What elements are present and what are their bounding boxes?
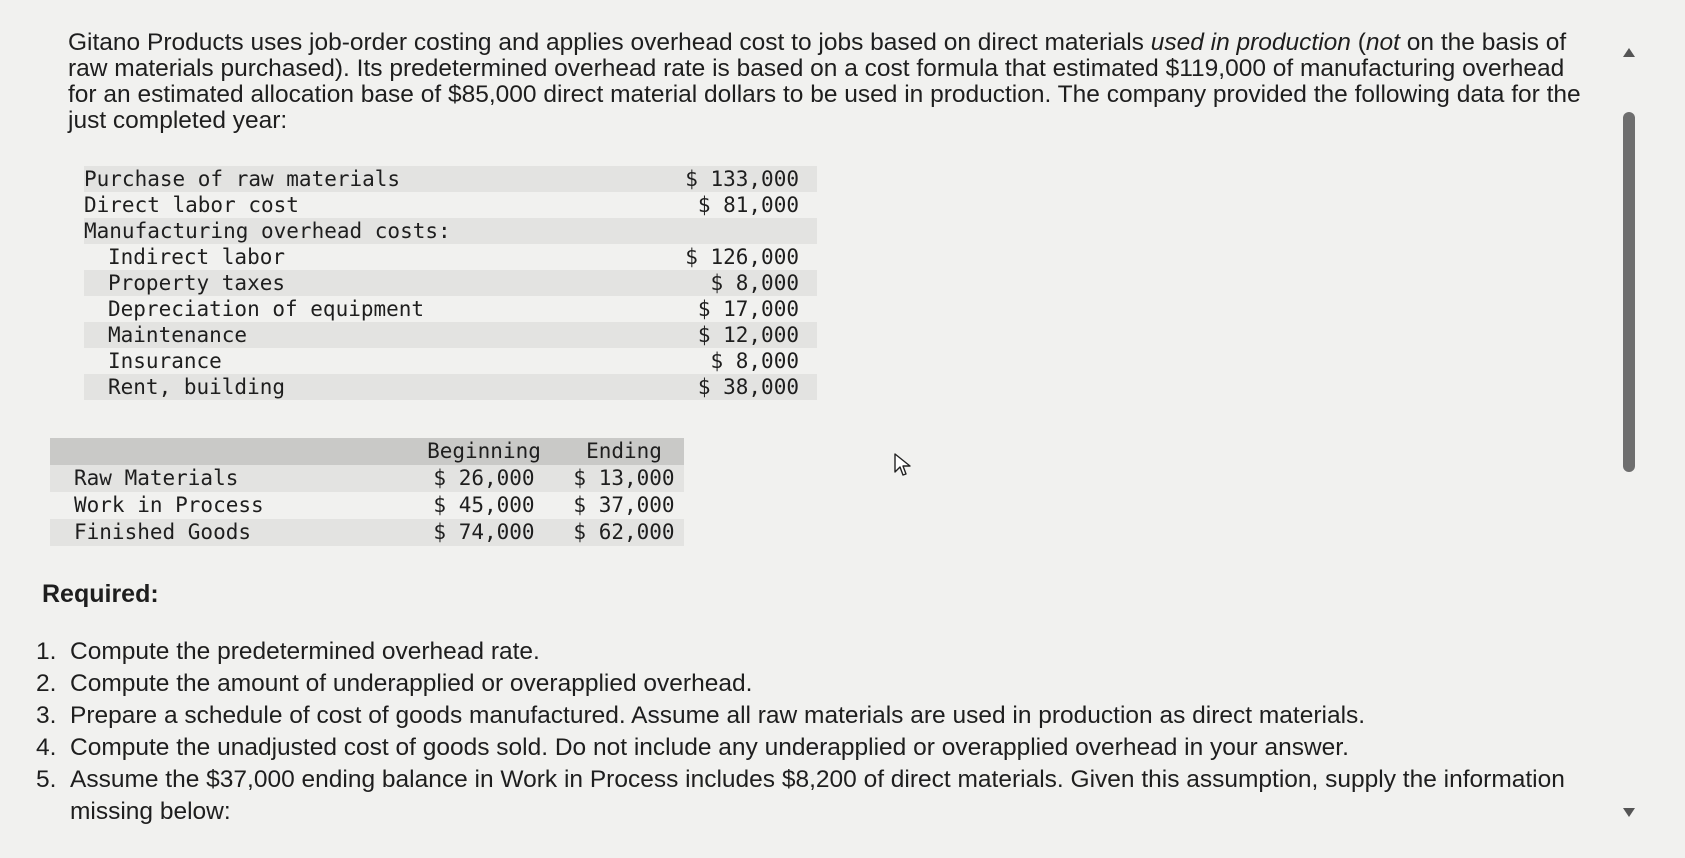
item-text: Compute the amount of underapplied or overapplied overhead.	[70, 670, 753, 697]
cost-amount: $ 8,000	[710, 349, 799, 373]
cost-label: Rent, building	[84, 374, 684, 400]
scrollbar-thumb[interactable]	[1623, 112, 1635, 472]
cost-amount: $ 8,000	[684, 270, 817, 296]
triangle-down-icon[interactable]	[1623, 808, 1635, 817]
inventory-ending: $ 37,000	[573, 493, 675, 517]
triangle-up-icon[interactable]	[1623, 48, 1635, 57]
table-row	[50, 492, 684, 519]
cost-amount: $ 133,000	[684, 166, 817, 192]
intro-text-italic-1: used in production	[1150, 29, 1351, 56]
cost-data-table	[84, 166, 817, 400]
item-text: Compute the predetermined overhead rate.	[70, 638, 540, 665]
table-row	[84, 296, 817, 322]
item-number: 3.	[36, 702, 57, 729]
cost-label: Purchase of raw materials	[84, 166, 684, 192]
item-number: 2.	[36, 670, 57, 697]
mouse-pointer-icon	[893, 452, 913, 483]
inventory-name: Finished Goods	[50, 519, 404, 546]
list-item	[36, 764, 1616, 828]
cost-amount: $ 38,000	[684, 374, 817, 400]
required-heading: Required:	[42, 580, 159, 608]
list-item	[36, 732, 1616, 764]
inventory-ending: $ 13,000	[564, 465, 684, 492]
table-row	[84, 244, 817, 270]
cost-label: Direct labor cost	[84, 193, 299, 217]
requirements-list	[36, 636, 1616, 828]
cost-label: Maintenance	[84, 322, 684, 348]
vertical-scrollbar[interactable]	[1615, 40, 1645, 830]
inventory-beginning: $ 26,000	[404, 465, 564, 492]
list-item	[36, 636, 1616, 668]
cost-amount: $ 17,000	[697, 297, 799, 321]
inventory-table	[50, 438, 684, 546]
item-text: Assume the $37,000 ending balance in Work in Process includes $8,200 of direct materials. Given this assumption, supply the information missing below:	[70, 766, 1565, 825]
table-row	[84, 270, 817, 296]
item-number: 5.	[36, 766, 57, 793]
intro-text-1: Gitano Products uses job-order costing and applies overhead cost to jobs based on direct materials	[68, 29, 1151, 56]
cost-amount	[684, 218, 817, 244]
cost-amount: $ 126,000	[685, 245, 799, 269]
inventory-ending: $ 62,000	[564, 519, 684, 546]
inventory-name: Work in Process	[74, 493, 264, 517]
problem-intro	[68, 30, 1588, 134]
list-item	[36, 668, 1616, 700]
inventory-beginning: $ 74,000	[404, 519, 564, 546]
cost-label: Indirect labor	[108, 245, 286, 269]
inventory-beginning: $ 45,000	[433, 493, 535, 517]
cost-label: Property taxes	[84, 270, 684, 296]
cost-amount: $ 12,000	[684, 322, 817, 348]
column-header	[50, 438, 404, 465]
table-row	[50, 519, 684, 546]
item-number: 1.	[36, 638, 57, 665]
table-header-row	[50, 438, 684, 465]
item-text: Compute the unadjusted cost of goods sold. Do not include any underapplied or overapplied overhead in your answer.	[70, 734, 1349, 761]
cost-label: Manufacturing overhead costs:	[84, 218, 684, 244]
item-text: Prepare a schedule of cost of goods manufactured. Assume all raw materials are used in production as direct materials.	[70, 702, 1366, 729]
table-row	[84, 192, 817, 218]
cost-label: Insurance	[108, 349, 222, 373]
table-row	[50, 465, 684, 492]
table-row	[84, 218, 817, 244]
column-header-beginning: Beginning	[404, 438, 564, 465]
table-row	[84, 322, 817, 348]
intro-text-italic-2: not	[1365, 29, 1400, 56]
table-row	[84, 374, 817, 400]
column-header-ending: Ending	[564, 438, 684, 465]
inventory-name: Raw Materials	[50, 465, 404, 492]
item-number: 4.	[36, 734, 57, 761]
intro-text-3: on the basis of raw materials purchased). Its predetermined overhead rate is based on a cost formula that estimated $119,000 of manufacturing overhead for an estimated allocation base of $85,000 direct material dollars to be used in production. The company provided the following data for the just completed year:	[68, 29, 1581, 134]
list-item	[36, 700, 1616, 732]
table-row	[84, 348, 817, 374]
cost-amount: $ 81,000	[697, 193, 799, 217]
intro-text-2: (	[1350, 29, 1366, 56]
table-row	[84, 166, 817, 192]
cost-label: Depreciation of equipment	[108, 297, 425, 321]
